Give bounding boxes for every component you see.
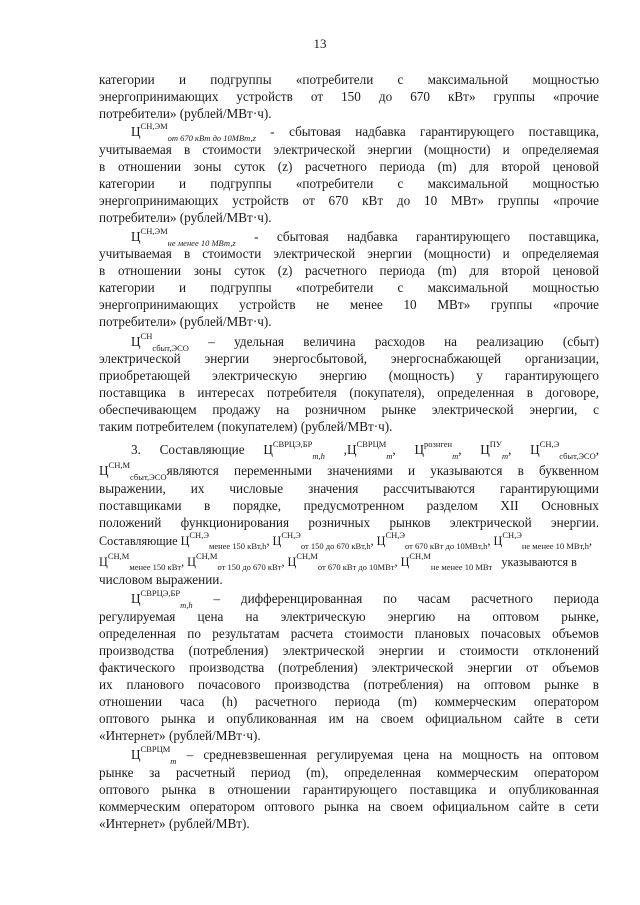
definition-text: – средневзвешенная регулируемая цена на мощность на оптовом xyxy=(186,747,599,762)
text-line: категории и подгруппы «потребители с максимальной мощностью xyxy=(99,280,599,295)
symbols-line: Составляющие $Ц^{СН,Э}_{менее 150 кВт,h}$, $Ц^{СН,Э}_{от 150 до 670 кВт,h}$, $Ц^{СН,Э}_{от 670 кВт до 10МВт,h}$, $Ц^{СН,Э}_{не менее 10 МВт,h}$, xyxy=(99,529,593,552)
formula-symbol: $Ц^{СН,Э}_{не менее 10 МВт,h}$, xyxy=(493,529,593,552)
page-number: 13 xyxy=(313,36,327,51)
text-line: «Интернет» (рублей/МВт·ч). xyxy=(99,728,261,743)
formula-symbol: $Ц^{СН,М}_{от 670 кВт до 10МВт}$, xyxy=(287,550,398,573)
text-line: энергопринимающих устройств от 670 кВт до 10 МВт» группы «прочие xyxy=(99,193,599,208)
definition-text: - сбытовая надбавка гарантирующего поставщика, xyxy=(254,229,599,244)
text-line: энергопринимающих устройств не менее 10 МВт» группы «прочие xyxy=(99,297,599,312)
text-line: выражении, их числовые значения рассчитываются гарантирующими xyxy=(99,481,599,496)
definition-text: – удельная величина расходов на реализацию (сбыт) xyxy=(208,334,600,349)
text-line: положений функционирования розничных рынков электрической энергии. xyxy=(99,515,599,530)
formula-symbol: $Ц^{рознген}_m$, xyxy=(414,438,462,461)
symbols-line: $Ц^{СН,М}_{менее 150 кВт}$, $Ц^{СН,М}_{от 150 до 670 кВт}$, $Ц^{СН,М}_{от 670 кВт до 10МВт}$, $Ц^{СН,М}_{не менее 10 МВт}$ указываются в xyxy=(99,550,577,573)
definition-line xyxy=(99,743,599,766)
text-line: поставщиками в порядке, предусмотренном разделом XII Основных xyxy=(99,498,599,513)
text-line: энергопринимающих устройств от 150 до 670 кВт» группы «прочие xyxy=(99,89,599,104)
text-line: коммерческим оператором оптового рынка на своем официальном сайте в сети xyxy=(99,799,599,814)
text-line: оптового рынка и опубликованная им на своем официальном сайте в сети xyxy=(99,711,599,726)
formula-symbol: $Ц^{СВРЦЭ,БР}_{m,h}$ xyxy=(131,587,193,610)
formula-symbol: $Ц^{СН,Э}_{от 670 кВт до 10МВт,h}$, xyxy=(376,529,491,552)
definition-line xyxy=(99,587,599,610)
text-line: категории и подгруппы «потребители с максимальной мощностью xyxy=(99,72,599,87)
formula-symbol: $Ц^{СН,ЭМ}_{от 670 кВт до 10МВт,z}$ xyxy=(131,120,256,143)
text-line: их планового почасового производства (потребления) на оптовом рынке в xyxy=(99,677,599,692)
definition-text: – дифференцированная по часам расчетного периода xyxy=(213,591,599,606)
text-line: числовом выражении. xyxy=(99,572,223,587)
text-line: рынке за расчетный период (m), определенная коммерческим оператором xyxy=(99,765,599,780)
text-line: «Интернет» (рублей/МВт). xyxy=(99,816,250,831)
item-3-line: 3. Составляющие $Ц^{СВРЦЭ,БР}_{m,h}$ $,Ц^{СВРЦМ}_m$, $Ц^{рознген}_m$, $Ц^{ПУ}_m$, $Ц^{СН,Э}_{сбыт,ЭСО}$, xyxy=(131,438,600,461)
formula-symbol: $Ц^{СН}_{сбыт,ЭСО}$ xyxy=(131,330,189,353)
text-line: в отношении зоны суток (z) расчетного периода (m) для второй ценовой xyxy=(99,263,599,278)
text-line: электрической энергии энергосбытовой, энергоснабжающей организации, xyxy=(99,351,599,366)
definition-line xyxy=(99,225,599,248)
text-line: отношении часа (h) расчетного периода (m) коммерческим оператором xyxy=(99,694,599,709)
text-line: в отношении зоны суток (z) расчетного периода (m) для второй ценовой xyxy=(99,159,599,174)
definition-text: - сбытовая надбавка гарантирующего поставщика, xyxy=(270,124,599,139)
text-line: потребители» (рублей/МВт·ч). xyxy=(99,210,272,225)
text-line: оптового рынка в отношении гарантирующего поставщика и опубликованная xyxy=(99,782,599,797)
text-line: $Ц^{СН,М}_{сбыт,ЭСО}являются$ переменными значениями и указываются в буквенном xyxy=(99,459,599,482)
text-line: производства (потребления) электрической энергии и стоимости отклонений xyxy=(99,643,599,658)
text-line: приобретающей электрическую энергию (мощность) у гарантирующего xyxy=(99,368,599,383)
formula-symbol: $Ц^{СН,М}_{не менее 10 МВт}$ xyxy=(400,550,493,573)
text-line: поставщика в интересах потребителя (покупателя), определенная в договоре, xyxy=(99,385,599,400)
text-line: фактического производства (потребления) электрической энергии от объемов xyxy=(99,660,599,675)
text-line: учитываемая в стоимости электрической энергии (мощности) и определяемая xyxy=(99,142,599,157)
formula-symbol: $Ц^{СН,М}_{от 150 до 670 кВт}$, xyxy=(187,550,285,573)
text-line: обеспечивающем продажу на розничном рынке электрической энергии, с xyxy=(99,402,599,417)
definition-line xyxy=(99,120,599,143)
formula-symbol: $Ц^{СН,М}_{менее 150 кВт}$, xyxy=(99,550,185,573)
formula-symbol: $Ц^{СН,Э}_{сбыт,ЭСО}$, xyxy=(530,438,600,461)
text-line: таким потребителем (покупателем) (рублей/МВт·ч). xyxy=(99,419,393,434)
text-line: потребители» (рублей/МВт·ч). xyxy=(99,106,272,121)
definition-line xyxy=(99,330,600,353)
formula-symbol: $Ц^{СВРЦЭ,БР}_{m,h}$ xyxy=(263,438,325,461)
formula-symbol: $Ц^{СВРЦМ}_m$ xyxy=(131,743,177,766)
text-line: регулируемая цена на электрическую энергию на оптовом рынке, xyxy=(99,609,599,624)
formula-symbol: $Ц^{СН,М}_{сбыт,ЭСО}$ xyxy=(99,459,167,482)
formula-symbol: $Ц^{СН,Э}_{от 150 до 670 кВт,h}$, xyxy=(272,529,374,552)
text-line: потребители» (рублей/МВт·ч). xyxy=(99,314,272,329)
text-line: категории и подгруппы «потребители с максимальной мощностью xyxy=(99,176,599,191)
formula-symbol: $,Ц^{СВРЦМ}_m$, xyxy=(343,438,396,461)
text-line: учитываемая в стоимости электрической энергии (мощности) и определяемая xyxy=(99,246,599,261)
text-line: определенная по результатам расчета стоимости плановых почасовых объемов xyxy=(99,626,599,641)
formula-symbol: $Ц^{ПУ}_m$, xyxy=(480,438,512,461)
formula-symbol: $Ц^{СН,Э}_{менее 150 кВт,h}$, xyxy=(180,529,270,552)
formula-symbol: $Ц^{СН,ЭМ}_{не менее 10 МВт,z}$ xyxy=(131,225,236,248)
